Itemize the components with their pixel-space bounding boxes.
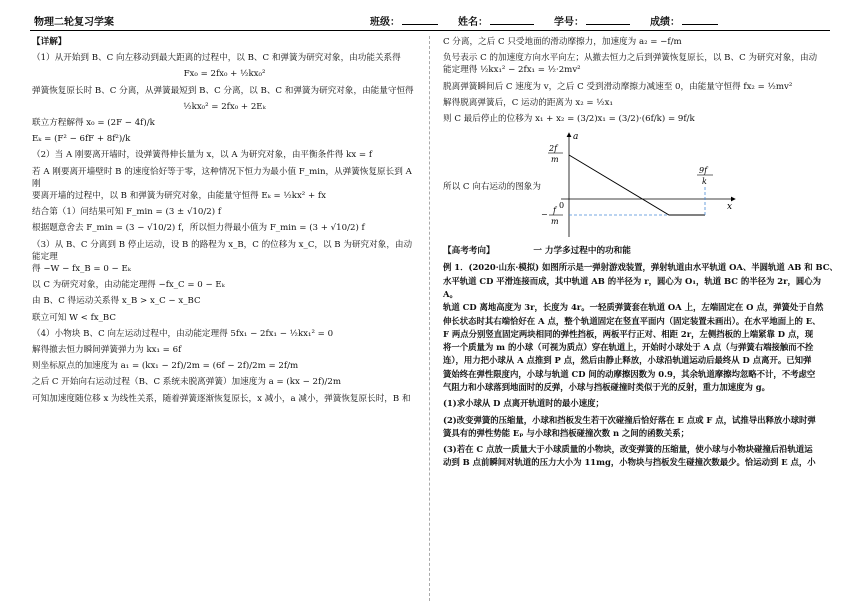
text-line: 以 C 为研究对象，由动能定理得 −fx_C = 0 − Eₖ [32,280,225,291]
column-divider [429,36,430,601]
text-line: 要离开墙的过程中，以 B 和弹簧为研究对象，由能量守恒得 Eₖ = ½kx² + fx [32,191,326,202]
text-line: 解得脱离弹簧后，C 运动的距离为 x₂ = ½x₁ [443,97,613,108]
text-line: （3）从 B、C 分离到 B 停止运动，设 B 的路程为 x_B，C 的位移为 x_C，以 B 为研究对象，由动能定理 [32,239,413,262]
x-end-num: 9f [699,166,708,176]
text-line: 由 B、C 得运动关系得 x_B > x_C − x_BC [32,296,201,307]
text-line: 则坐标原点的加速度为 a₁ = (kx₁ − 2f)/2m = (6f − 2f)/2m = 2f/m [32,361,299,372]
class-field[interactable]: 班级： [370,13,438,28]
solution-heading: 【详解】 [32,37,67,47]
x-axis-label: x [727,202,733,213]
section-title: 【高考考向】 一 力学多过程中的功和能 [443,246,631,257]
name-field[interactable]: 姓名： [458,13,534,28]
graph-caption: 所以 C 向右运动的图象为 [443,182,541,193]
student-info-fields [370,13,718,28]
y-axis-label: a [573,132,579,143]
y-top-num: 2f [549,144,558,154]
left-column [32,36,417,409]
question-2: (2)改变弹簧的压缩量，小球和挡板发生若干次碰撞后恰好落在 E 点或 F 点，试推导出释放小球时弹 [443,414,816,425]
example-line: 气阻力和小球落到地面时的反弹，小球与挡板碰撞时类似于光的反射，重力加速度为 g。 [443,381,771,392]
score-field[interactable]: 成绩： [650,13,718,28]
y-neg-num: f [553,206,556,216]
equation: Fx₀ = 2fx₀ + ½kx₀² [183,69,266,80]
example-line: 伸长状态时其右端恰好在 A 点，整个轨道固定在竖直平面内（固定装置未画出）。在水平地面上的 E、 [443,315,821,326]
example-line: 将一个质量为 m 的小球（可视为质点）穿在轨道上，开始时小球处于 A 点（与弹簧右端接触而不拴 [443,342,814,353]
x-end-den: k [702,177,707,187]
text-line: 联立可知 W < fx_BC [32,312,116,323]
student-id-field[interactable]: 学号： [554,13,630,28]
text-line: （1）从开始到 B、C 向左移动到最大距离的过程中，以 B、C 和弹簧为研究对象，由功能关系得 [32,53,401,64]
y-neg-sign: − [541,210,548,220]
header-rule [30,30,830,31]
example-1 [443,261,838,469]
acceleration-graph [539,129,739,241]
text-line: 之后 C 开始向右运动过程（B、C 系统未脱离弹簧）加速度为 a = (kx − 2f)/2m [32,377,342,388]
example-line: F 两点分别竖直固定两块相同的弹性挡板，两板平行正对、相距 2r，左侧挡板的上端紧靠 D 点，现 [443,328,814,339]
page-header [0,0,860,36]
question-1: (1)求小球从 D 点离开轨道时的最小速度； [443,398,604,409]
example-line: 连），用力把小球从 A 点推到 P 点，然后由静止释放，小球沿轨道运动后最终从 D 点离开。已知弹 [443,355,812,366]
right-column [443,36,838,470]
text-line: 脱离弹簧瞬间后 C 速度为 v，之后 C 受到滑动摩擦力减速至 0，由能量守恒得 fx₂ = ½mv² [443,81,793,92]
text-line: 则 C 最后停止的位移为 x₁ + x₂ = (3/2)x₁ = (3/2)·(6f/k) = 9f/k [443,114,695,125]
text-line: 解得撤去恒力瞬间弹簧弹力为 kx₁ = 6f [32,345,182,356]
text-line: 结合第（1）问结果可知 F_min = (3 ± √10/2) f [32,207,222,218]
text-line: 根据题意舍去 F_min = (3 − √10/2) f，所以恒力得最小值为 F_min = (3 + √10/2) f [32,223,365,234]
y-neg-den: m [551,217,559,227]
text-line: 弹簧恢复原长时 B、C 分离，从弹簧最短到 B、C 分离，以 B、C 和弹簧为研究对象，由能量守恒得 [32,85,414,96]
text-line: （4）小物块 B、C 向左运动过程中，由动能定理得 5fx₁ − 2fx₁ − ½kx₁² = 0 [32,328,334,339]
doc-title: 物理二轮复习学案 [34,17,114,28]
text-line: （2）当 A 刚要离开墙时，设弹簧得伸长量为 x，以 A 为研究对象，由平衡条件得 kx = f [32,150,373,161]
text-line: C 分离，之后 C 只受地面的滑动摩擦力，加速度为 a₂ = −f/m [443,37,682,47]
y-top-den: m [551,155,559,165]
text-line: 能定理得 ½kx₁² − 2fx₁ = ½·2mv² [443,65,581,76]
example-line: 簧具有的弹性势能 Eₚ 与小球和挡板碰撞次数 n 之间的函数关系； [443,427,690,438]
example-line: 水平轨道 CD 平滑连接而成，其中轨道 AB 的半径为 r，圆心为 O₁，轨道 BC 的半径为 2r，圆心为 A。 [443,275,822,299]
origin-label: 0 [559,201,565,211]
equation: Eₖ = (F² − 6fF + 8f²)/k [32,134,131,145]
equation: ½kx₀² = 2fx₀ + 2Eₖ [183,101,266,112]
example-line: 簧始终在弹性限度内，小球与轨道 CD 间的动摩擦因数为 0.9，其余轨道摩擦均忽略不计，不考虑空 [443,368,816,379]
question-3: (3)若在 C 点放一质量大于小球质量的小物块，改变弹簧的压缩量，使小球与小物块碰撞后沿轨道运 [443,444,813,455]
example-line: 动到 B 点前瞬间对轨道的压力大小为 11mg，小物块与挡板发生碰撞次数最少。恰运动到 E 点，小 [443,457,816,468]
text-line: 联立方程解得 x₀ = (2F − 4f)/k [32,118,155,129]
text-line: 得 −W − fx_B = 0 − Eₖ [32,264,131,275]
text-line: 负号表示 C 的加速度方向水平向左；从撤去恒力之后到弹簧恢复原长，以 B、C 为研究对象，由动 [443,53,818,64]
text-line: 可知加速度随位移 x 为线性关系，随着弹簧逐渐恢复原长，x 减小，a 减小，弹簧恢复原长时，B 和 [32,393,411,404]
graph-block [443,129,838,241]
example-line: 轨道 CD 离地高度为 3r，长度为 4r。一轻质弹簧套在轨道 OA 上，左端固定在 O 点，弹簧处于自然 [443,302,824,313]
example-line: 例 1．(2020·山东·模拟) 如图所示是一弹射游戏装置，弹射轨道由水平轨道 OA、半圆轨道 AB 和 BC、 [443,262,838,273]
graph-line [569,155,705,215]
text-line: 若 A 刚要离开墙壁时 B 的速度恰好等于零，这种情况下恒力为最小值 F_min，从弹簧恢复原长到 A 刚 [32,166,412,189]
